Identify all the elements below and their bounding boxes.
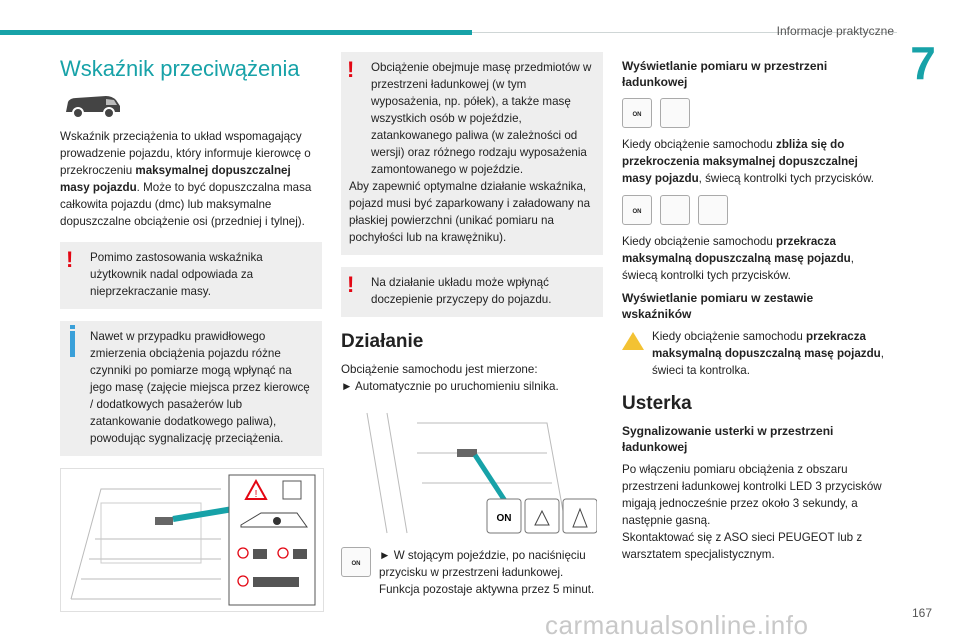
- warning-text-1: Pomimo zastosowania wskaźnika użytkownik nadal odpowiada za nieprzekraczanie masy.: [90, 251, 263, 298]
- svg-text:!: !: [254, 489, 258, 500]
- header-accent-bar: [0, 30, 472, 35]
- van-icon: [62, 92, 124, 120]
- warning-text-2b: Aby zapewnić optymalne działanie wskaźnika, pojazd musi być zaparkowany i załadowany na płaskiej powierzchni (unikać pomiaru na pochyłości lub na krawężniku).: [349, 180, 591, 244]
- info-text-1: Nawet w przypadku prawidłowego zmierzenia obciążenia pojazdu różne czynniki po pomiarze mogą wpłynąć na jego masę (zajęcie miejsca przez kierowcę / dodatkowych pasażerów lub zatankowanie dodatkowego paliwa), powodując sygnalizację przeciążenia.: [90, 330, 310, 445]
- on-button-icon: ON: [622, 195, 652, 225]
- manual-measure: ► W stojącym pojeździe, po naciśnięciu przycisku w przestrzeni ładunkowej. Funkcja pozostaje aktywna przez 5 minut.: [379, 549, 595, 596]
- manual-measure-row: [341, 547, 603, 598]
- heading-fault-signal: Sygnalizowanie usterki w przestrzeni ładunkowej: [622, 424, 834, 454]
- icons-exceeded: [622, 195, 884, 225]
- warning-icon: !: [347, 57, 355, 82]
- heading-cargo-display: Wyświetlanie pomiaru w przestrzeni ładunkowej: [622, 59, 828, 89]
- warning-icon: !: [66, 247, 74, 272]
- section-heading-usterka: Usterka: [622, 393, 692, 414]
- column-2: [341, 52, 603, 598]
- fault-text-2: Skontaktować się z ASO sieci PEUGEOT lub z warsztatem specjalistycznym.: [622, 531, 863, 561]
- section-label: Informacje praktyczne: [776, 24, 894, 38]
- auto-measure: ► Automatycznie po uruchomieniu silnika.: [341, 380, 559, 393]
- column-1: [60, 52, 322, 612]
- warning-icon: !: [347, 272, 355, 297]
- near-limit-text: Kiedy obciążenie samochodu zbliża się do przekroczenia maksymalnej dopuszczalnej masy pojazdu, świecą kontrolki tych przycisków.: [622, 138, 874, 185]
- measure-intro: Obciążenie samochodu jest mierzone:: [341, 363, 538, 376]
- cluster-row: [622, 328, 884, 379]
- warning-box-1: [60, 242, 322, 309]
- cargo-area-figure: [60, 468, 324, 612]
- on-button-icon: ON: [622, 98, 652, 128]
- watermark: carmanualsonline.info: [545, 610, 809, 640]
- page-number: 167: [911, 606, 932, 620]
- warning-text-2: Obciążenie obejmuje masę przedmiotów w przestrzeni ładunkowej (w tym wyposażenia, np. półek), a także masę wszystkich osób w pojeździe, zatankowanego paliwa (w zależności od wersji) oraz różnego rodzaju wyposażenia zamontowanego w pojeździe.: [371, 61, 592, 176]
- intro-paragraph: Wskaźnik przeciążenia to układ wspomagający prowadzenie pojazdu, który informuje kierowcę o przekroczeniu maksymalnej dopuszczalnej masy pojazdu. Może to być dopuszczalna masa całkowita pojazdu (dmc) lub maksymalne dopuszczalne obciążenie osi (przedniej i tylnej).: [60, 130, 312, 228]
- warning-box-3: [341, 267, 603, 317]
- chapter-number: 7: [910, 37, 936, 89]
- heading-cluster-display: Wyświetlanie pomiaru w zestawie wskaźników: [622, 291, 814, 321]
- svg-text:ON: ON: [496, 513, 512, 524]
- on-button-icon[interactable]: ON: [341, 547, 371, 577]
- cluster-text: Kiedy obciążenie samochodu przekracza maksymalną dopuszczalną masę pojazdu, świeci ta kontrolka.: [652, 330, 884, 377]
- warning-box-2: [341, 52, 603, 255]
- section-heading-dzialanie: Działanie: [341, 331, 424, 352]
- overload-warning-icon: [622, 332, 644, 350]
- info-icon: [70, 331, 75, 357]
- fault-text: Po włączeniu pomiaru obciążenia z obszaru przestrzeni ładunkowej kontrolki LED 3 przycisków migają jednocześnie przez około 3 sekundy, a następnie gasną.: [622, 463, 882, 527]
- icons-near-limit: [622, 98, 884, 128]
- cargo-area-illustration: [61, 469, 323, 611]
- warning-text-3: Na działanie układu może wpłynąć doczepienie przyczepy do pojazdu.: [371, 276, 552, 306]
- info-box-1: [60, 321, 322, 456]
- column-3: [622, 52, 884, 563]
- page-title: Wskaźnik przeciwążenia: [60, 56, 300, 81]
- weight-warning-icon: [698, 195, 728, 225]
- exceeded-text: Kiedy obciążenie samochodu przekracza maksymalną dopuszczalną masę pojazdu, świecą kontrolki tych przycisków.: [622, 235, 854, 282]
- button-panel-figure: [347, 403, 597, 539]
- weight-icon: [660, 98, 690, 128]
- weight-icon: [660, 195, 690, 225]
- button-panel-illustration: [347, 403, 597, 539]
